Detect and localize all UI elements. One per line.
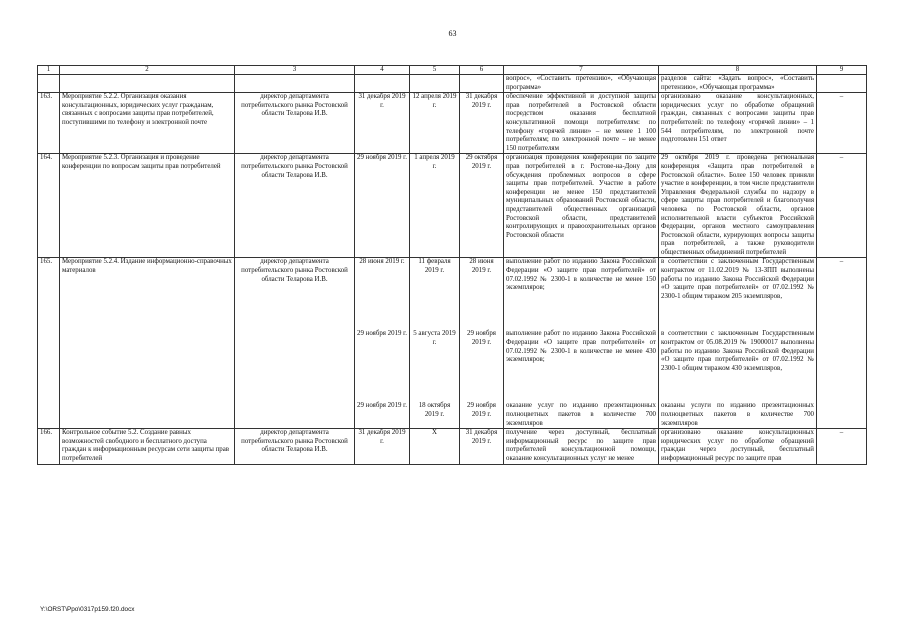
header-cell: 6: [460, 66, 504, 75]
actual-start-date: 5 августа 2019 г.: [413, 330, 456, 347]
event-name: Мероприятие 5.2.3. Организация и проведение конференции по вопросам защиты прав потребителей: [60, 154, 235, 258]
actual-end-date: 31 декабря 2019 г.: [460, 93, 504, 154]
actual-result: оказаны услуги по изданию презентационных полноцветных пакетов в количестве 700 экземпляров: [661, 402, 814, 427]
planned-result: выполнение работ по изданию Закона Российской Федерации «О защите прав потребителей» от 07.02.1992 № 2300-1 в количестве не менее 430 экземпляров;: [506, 330, 656, 364]
event-name: Контрольное событие 5.2. Создание равных возможностей свободного и бесплатного доступа граждан к информационным ресурсам сети защиты прав потребителей: [60, 429, 235, 464]
page-number: 63: [448, 29, 457, 38]
plan-end-date: 31 декабря 2019 г.: [355, 93, 410, 154]
row-number: 165.: [38, 258, 60, 429]
actual-start-date: 1 апреля 2019 г.: [410, 154, 460, 258]
planned-result: организация проведения конференции по защите прав потребителей в г. Ростове-на-Дону для обсуждения проблемных вопросов в сфере защиты прав потребителей. Участие в работе конференции не менее 150 представителей муниципальных образований Ростовской области, представителей общественных организаций Ростовской области, представителей контролирующих и правоохранительных органов Ростовской области: [504, 154, 659, 258]
reasons: –: [817, 154, 867, 258]
actual-end-date: 28 июня 2019 г.: [469, 258, 494, 275]
actual-start-date: 11 февраля 2019 г.: [418, 258, 451, 275]
row-number: 164.: [38, 154, 60, 258]
carry-over-actual-result: разделов сайта: «Задать вопрос», «Составить претензию», «Обучающая программа»: [659, 75, 817, 93]
actual-start-date: 12 апреля 2019 г.: [410, 93, 460, 154]
actual-result: в соответствии с заключенным Государственным контрактом от 11.02.2019 № 13-ЗПП выполнены работы по изданию Закона Российской Федерации «О защите прав потребителей» от 07.02.1992 № 2300-1 общим тиражом 205 экземпляров,: [661, 258, 814, 300]
actual-result: 29 октября 2019 г. проведена региональная конференция «Защита прав потребителей в Ростовской области». Более 150 человек приняли участие в конференции, в том числе представители Управления Федеральной службы по надзору в сфере защиты прав потребителей и благополучия человека по Ростовской области, органов исполнительной власти субъектов Российской Федерации, органов местного самоуправления Ростовской области, курирующих вопросы защиты прав потребителей, а также руководители общественных объединений потребителей: [659, 154, 817, 258]
responsible: директор департамента потребительского рынка Ростовской области Теларова И.В.: [235, 154, 355, 258]
row-number: 166.: [38, 429, 60, 464]
reasons: –: [817, 429, 867, 464]
actual-result: организовано оказание консультационных юридических услуг по обработке обращений граждан через доступный, бесплатный информационный ресурс по защите прав: [659, 429, 817, 464]
actual-end-date: 31 декабря 2019 г.: [460, 429, 504, 464]
table-row: [38, 258, 867, 429]
carry-over-planned-result: вопрос», «Составить претензию», «Обучающая программа»: [504, 75, 659, 93]
actual-result: в соответствии с заключенным Государственным контрактом от 05.08.2019 № 19000017 выполнены работы по изданию Закона Российской Федерации «О защите прав потребителей» от 07.02.1992 № 2300-1 общим тиражом 430 экземпляров,: [661, 330, 814, 372]
plan-end-date: 29 ноября 2019 г.: [357, 402, 407, 410]
plan-end-date: 31 декабря 2019 г.: [355, 429, 410, 464]
actual-start-date: Х: [410, 429, 460, 464]
actual-results: [659, 258, 817, 429]
plan-end-date: 29 ноября 2019 г.: [357, 330, 407, 338]
reasons: –: [817, 93, 867, 154]
header-row: [38, 66, 867, 75]
actual-result: организовано оказание консультационных, юридических услуг по обработке обращений граждан, связанных с вопросами защиты прав потребителей: по телефону «горячей линии» – 1 544 потребителям, по электронной почте подготовлен 151 ответ: [659, 93, 817, 154]
header-cell: 7: [504, 66, 659, 75]
header-cell: 8: [659, 66, 817, 75]
report-table: [37, 65, 867, 465]
plan-end-date: 29 ноября 2019 г.: [355, 154, 410, 258]
planned-result: обеспечение эффективной и доступной защиты прав потребителей в Ростовской области посредством оказания бесплатной консультативной помощи потребителям: по телефону «горячей линии» – не менее 1 100 потребителям; по электронной почте – не менее 150 потребителям: [504, 93, 659, 154]
plan-end-dates: [355, 258, 410, 429]
actual-end-date: 29 ноября 2019 г.: [467, 330, 496, 347]
header-cell: 3: [235, 66, 355, 75]
plan-end-date: 28 июня 2019 г.: [359, 258, 405, 266]
responsible: директор департамента потребительского рынка Ростовской области Теларова И.В.: [235, 429, 355, 464]
responsible: директор департамента потребительского рынка Ростовской области Теларова И.В.: [235, 93, 355, 154]
row-number: 163.: [38, 93, 60, 154]
planned-result: выполнение работ по изданию Закона Российской Федерации «О защите прав потребителей» от 07.02.1992 № 2300-1 в количестве не менее 150 экземпляров;: [506, 258, 656, 292]
event-name: Мероприятие 5.2.4. Издание информационно-справочных материалов: [60, 258, 235, 429]
planned-result: оказание услуг по изданию презентационных полноцветных пакетов в количестве 700 экземпляров: [506, 402, 656, 427]
table-row: [38, 154, 867, 258]
header-cell: 2: [60, 66, 235, 75]
planned-results: [504, 258, 659, 429]
event-name: Мероприятие 5.2.2. Организация оказания консультационных, юридических услуг гражданам, связанных с вопросами защиты прав потребителей, поступившими по телефону и электронной почте: [60, 93, 235, 154]
file-path: Y:\ORST\Ppo\0317p159.f20.docx: [40, 606, 135, 613]
header-cell: 9: [817, 66, 867, 75]
carry-over-row: [38, 75, 867, 93]
actual-end-dates: [460, 258, 504, 429]
header-cell: 5: [410, 66, 460, 75]
reasons: –: [817, 258, 867, 429]
actual-end-date: 29 октября 2019 г.: [460, 154, 504, 258]
actual-start-dates: [410, 258, 460, 429]
table-row: [38, 93, 867, 154]
header-cell: 4: [355, 66, 410, 75]
table-row: [38, 429, 867, 464]
actual-end-date: 29 ноября 2019 г.: [467, 402, 496, 419]
responsible: директор департамента потребительского рынка Ростовской области Теларова И.В.: [235, 258, 355, 429]
actual-start-date: 18 октября 2019 г.: [418, 402, 451, 419]
header-cell: 1: [38, 66, 60, 75]
planned-result: получение через доступный, бесплатный информационный ресурс по защите прав потребителей консультационной помощи, оказание консультационных услуг не менее: [504, 429, 659, 464]
